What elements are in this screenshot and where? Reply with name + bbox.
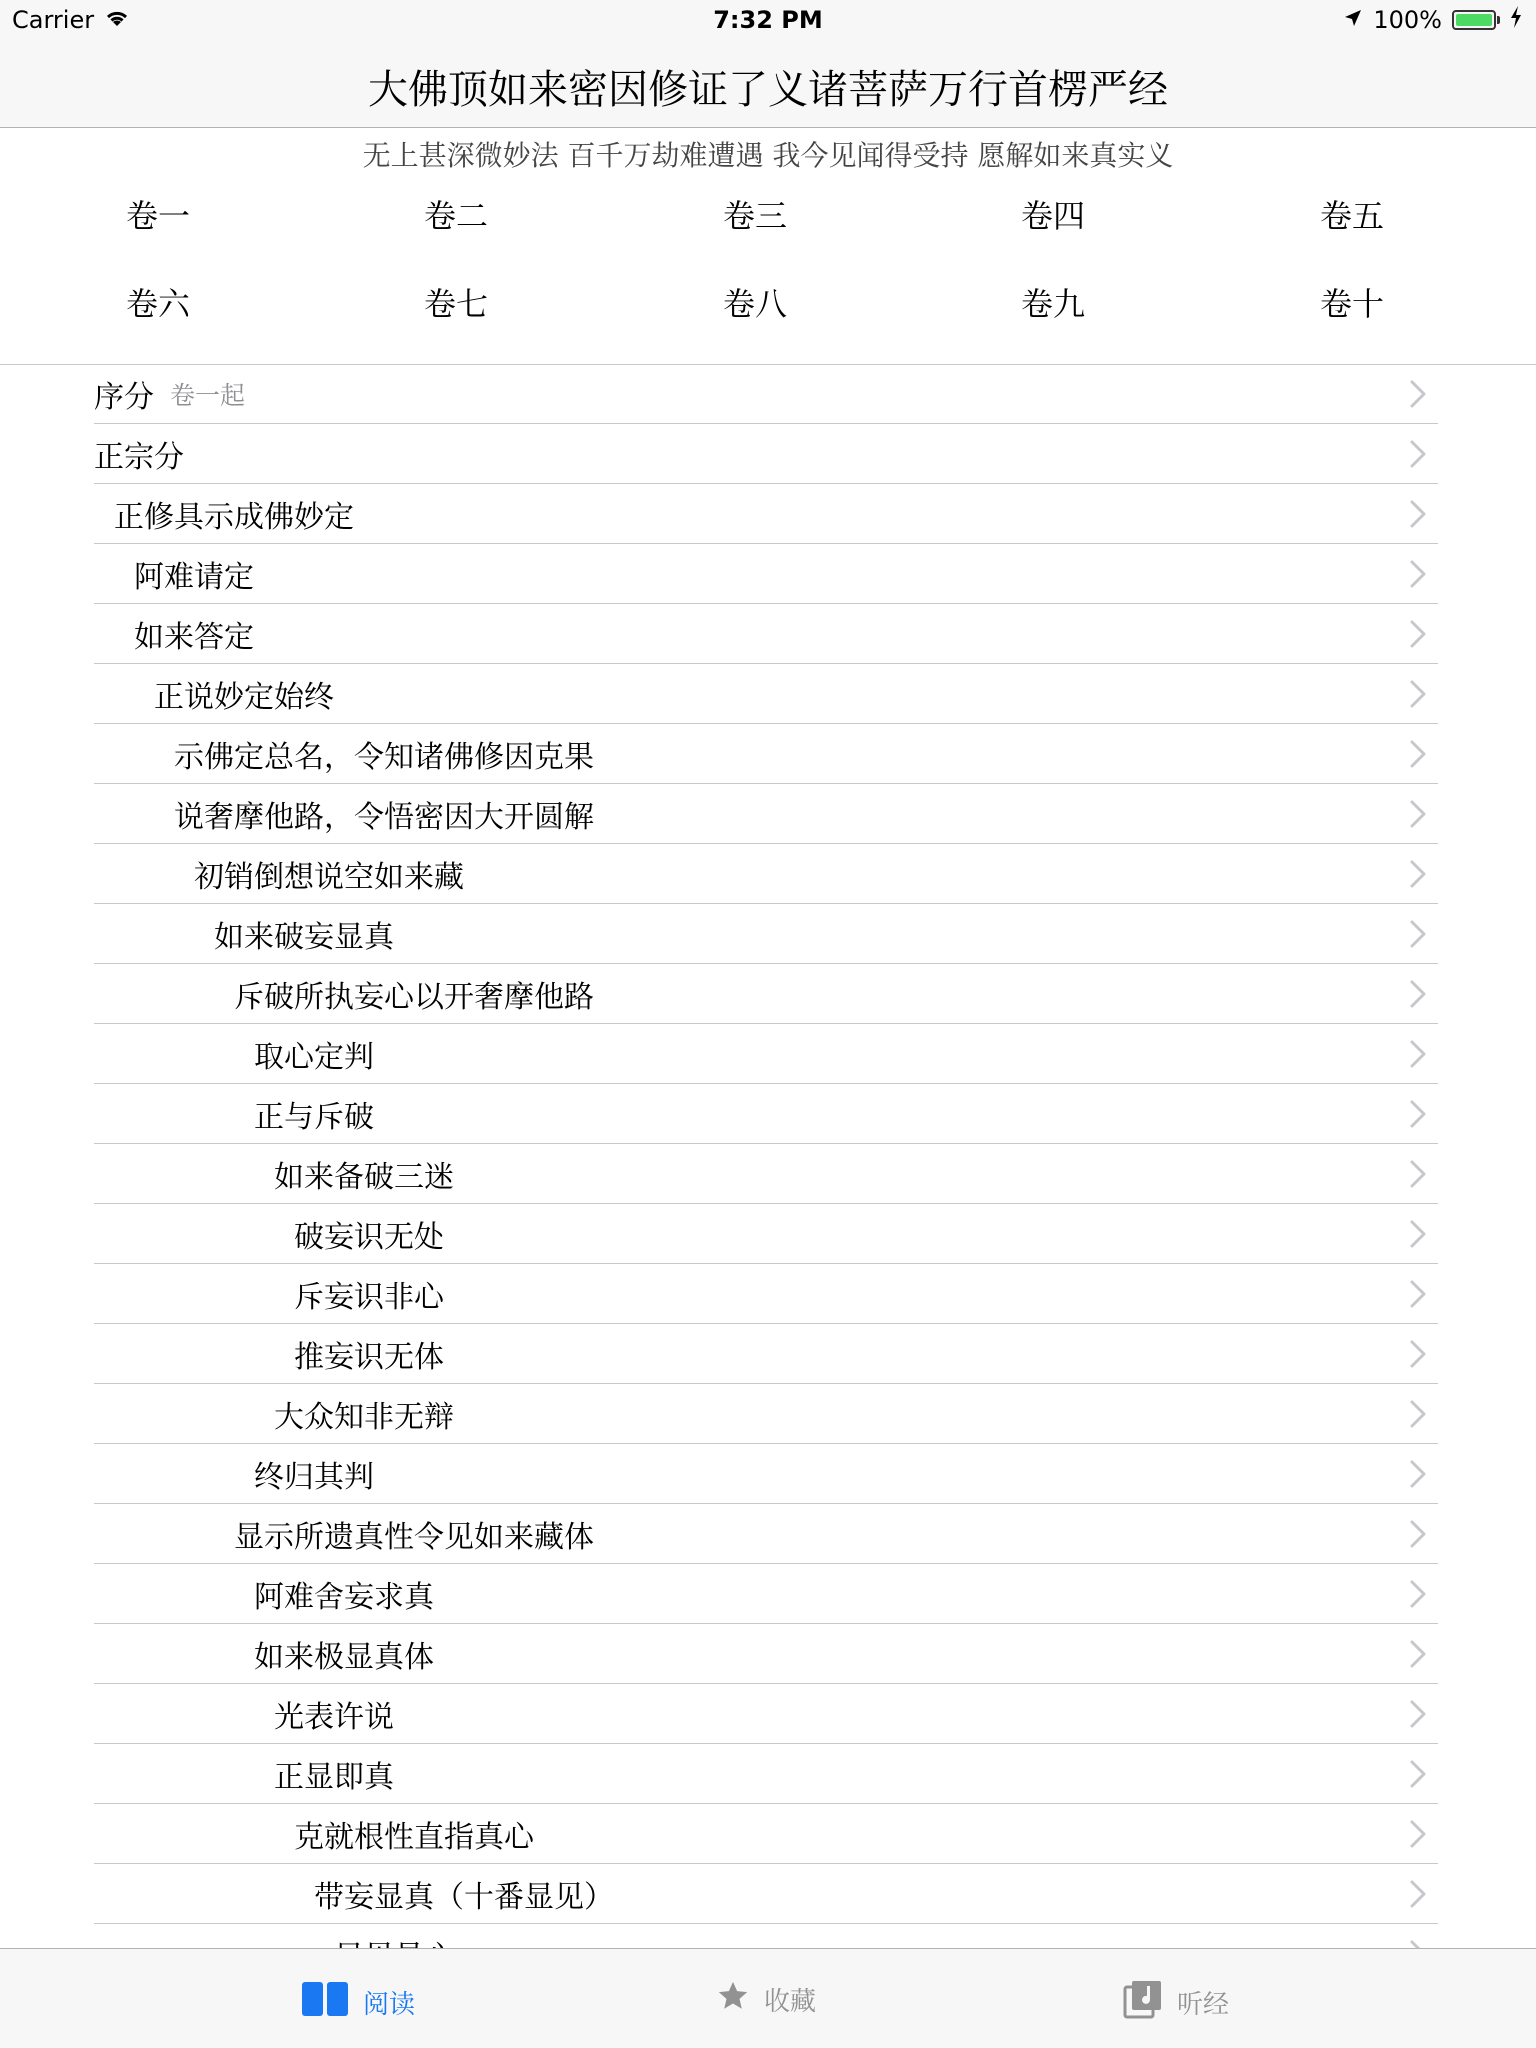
chevron-right-icon (1398, 1024, 1438, 1084)
outline-row-label: 初销倒想说空如来藏 (194, 859, 464, 895)
chevron-right-icon (1398, 904, 1438, 964)
tab-read-label: 阅读 (363, 1990, 416, 2020)
chevron-right-icon (1398, 544, 1438, 604)
tab-bar (0, 1948, 1536, 2048)
chevron-right-icon (1398, 784, 1438, 844)
outline-row-label: 如来极显真体 (254, 1639, 434, 1675)
outline-row-label: 大众知非无辩 (274, 1399, 454, 1435)
tab-listen[interactable] (1123, 1979, 1229, 2026)
outline-row-label: 正宗分 (94, 439, 184, 475)
volume-8-button[interactable]: 卷八 (722, 285, 787, 323)
tab-read[interactable] (301, 1979, 415, 2026)
outline-row-label: 如来答定 (134, 619, 254, 655)
chevron-right-icon (1398, 1504, 1438, 1564)
charging-bolt-icon (1510, 6, 1522, 34)
outline-row[interactable] (94, 1804, 1438, 1864)
volume-2-button[interactable]: 卷二 (423, 197, 488, 235)
outline-row[interactable] (94, 1744, 1438, 1804)
volume-grid (0, 175, 1536, 365)
tab-listen-label: 听经 (1177, 1990, 1230, 2020)
outline-row[interactable] (94, 1144, 1438, 1204)
outline-row[interactable] (94, 1024, 1438, 1084)
battery-percent: 100% (1373, 6, 1442, 34)
chevron-right-icon (1398, 724, 1438, 784)
carrier-label: Carrier (12, 6, 95, 34)
outline-row-label: 序分 (94, 379, 154, 415)
chevron-right-icon (1398, 1384, 1438, 1444)
chevron-right-icon (1398, 424, 1438, 484)
outline-row[interactable] (94, 1624, 1438, 1684)
outline-row-label: 推妄识无体 (294, 1339, 444, 1375)
volume-6-button[interactable]: 卷六 (125, 285, 190, 323)
chevron-right-icon (1398, 1324, 1438, 1384)
chevron-right-icon (1398, 604, 1438, 664)
outline-row[interactable] (94, 784, 1438, 844)
chevron-right-icon (1398, 1444, 1438, 1504)
volume-4-button[interactable]: 卷四 (1020, 197, 1085, 235)
page-title: 大佛顶如来密因修证了义诸菩萨万行首楞严经 (368, 67, 1168, 113)
outline-row-label: 斥破所执妄心以开奢摩他路 (234, 979, 594, 1015)
chevron-right-icon (1398, 1084, 1438, 1144)
outline-row-label: 显示所遗真性令见如来藏体 (234, 1519, 594, 1555)
outline-row-label: 正说妙定始终 (154, 679, 334, 715)
chevron-right-icon (1398, 1264, 1438, 1324)
chevron-right-icon (1398, 484, 1438, 544)
outline-row-label: 正修具示成佛妙定 (114, 499, 354, 535)
volume-5-button[interactable]: 卷五 (1319, 197, 1384, 235)
outline-row[interactable] (94, 544, 1438, 604)
outline-row[interactable] (94, 724, 1438, 784)
outline-row[interactable] (94, 1864, 1438, 1924)
outline-row[interactable] (94, 844, 1438, 904)
chevron-right-icon (1398, 1744, 1438, 1804)
outline-list[interactable] (94, 364, 1438, 1948)
volume-9-button[interactable]: 卷九 (1020, 285, 1085, 323)
outline-row[interactable] (94, 1084, 1438, 1144)
volume-3-button[interactable]: 卷三 (722, 197, 787, 235)
outline-row-label: 克就根性直指真心 (294, 1819, 534, 1855)
chevron-right-icon (1398, 1624, 1438, 1684)
outline-row-label: 光表许说 (274, 1699, 394, 1735)
outline-row[interactable] (94, 1684, 1438, 1744)
outline-row[interactable] (94, 1204, 1438, 1264)
tab-favorites[interactable] (716, 1979, 816, 2020)
outline-row[interactable] (94, 1264, 1438, 1324)
status-right (1343, 6, 1522, 34)
outline-row[interactable] (94, 484, 1438, 544)
outline-row-label: 带妄显真（十番显见） (314, 1879, 614, 1915)
outline-row[interactable] (94, 604, 1438, 664)
outline-row-label: 阿难请定 (134, 559, 254, 595)
outline-row-label: 破妄识无处 (294, 1219, 444, 1255)
outline-row-label: 示佛定总名，令知诸佛修因克果 (174, 739, 594, 775)
chevron-right-icon (1398, 1684, 1438, 1744)
chevron-right-icon (1398, 1144, 1438, 1204)
outline-row-label: 斥妄识非心 (294, 1279, 444, 1315)
outline-row[interactable] (94, 904, 1438, 964)
outline-row[interactable] (94, 664, 1438, 724)
chevron-right-icon (1398, 1804, 1438, 1864)
outline-row-label: 终归其判 (254, 1459, 374, 1495)
music-library-icon (1123, 1979, 1163, 2026)
outline-row[interactable] (94, 1444, 1438, 1504)
outline-row-label: 说奢摩他路，令悟密因大开圆解 (174, 799, 594, 835)
outline-row[interactable] (94, 364, 1438, 424)
outline-row[interactable] (94, 1504, 1438, 1564)
battery-icon (1452, 10, 1500, 30)
location-arrow-icon (1343, 6, 1363, 34)
outline-row-label: 如来破妄显真 (214, 919, 394, 955)
volume-1-button[interactable]: 卷一 (125, 197, 190, 235)
chevron-right-icon (1398, 364, 1438, 424)
outline-row[interactable] (94, 1564, 1438, 1624)
outline-row[interactable] (94, 964, 1438, 1024)
outline-row[interactable] (94, 1324, 1438, 1384)
chevron-right-icon (1398, 1864, 1438, 1924)
outline-row[interactable] (94, 1384, 1438, 1444)
chevron-right-icon (1398, 844, 1438, 904)
star-icon (716, 1979, 750, 2020)
book-icon (301, 1979, 349, 2026)
status-time: 7:32 PM (713, 6, 823, 34)
chevron-right-icon (1398, 964, 1438, 1024)
outline-row-label: 阿难舍妄求真 (254, 1579, 434, 1615)
status-bar (0, 0, 1536, 40)
outline-row-label: 取心定判 (254, 1039, 374, 1075)
chevron-right-icon (1398, 664, 1438, 724)
opening-verse: 无上甚深微妙法 百千万劫难遭遇 我今见闻得受持 愿解如来真实义 (362, 139, 1174, 172)
outline-row[interactable] (94, 424, 1438, 484)
outline-row-subtitle: 卷一起 (170, 380, 246, 410)
volume-7-button[interactable]: 卷七 (423, 285, 488, 323)
chevron-right-icon (1398, 1204, 1438, 1264)
tab-favorites-label: 收藏 (764, 1987, 817, 2017)
chevron-right-icon (1398, 1564, 1438, 1624)
outline-row-label: 正显即真 (274, 1759, 394, 1795)
outline-row-label: 正与斥破 (254, 1099, 374, 1135)
volume-10-button[interactable]: 卷十 (1319, 285, 1384, 323)
outline-row-label: 如来备破三迷 (274, 1159, 454, 1195)
navigation-bar (0, 40, 1536, 128)
